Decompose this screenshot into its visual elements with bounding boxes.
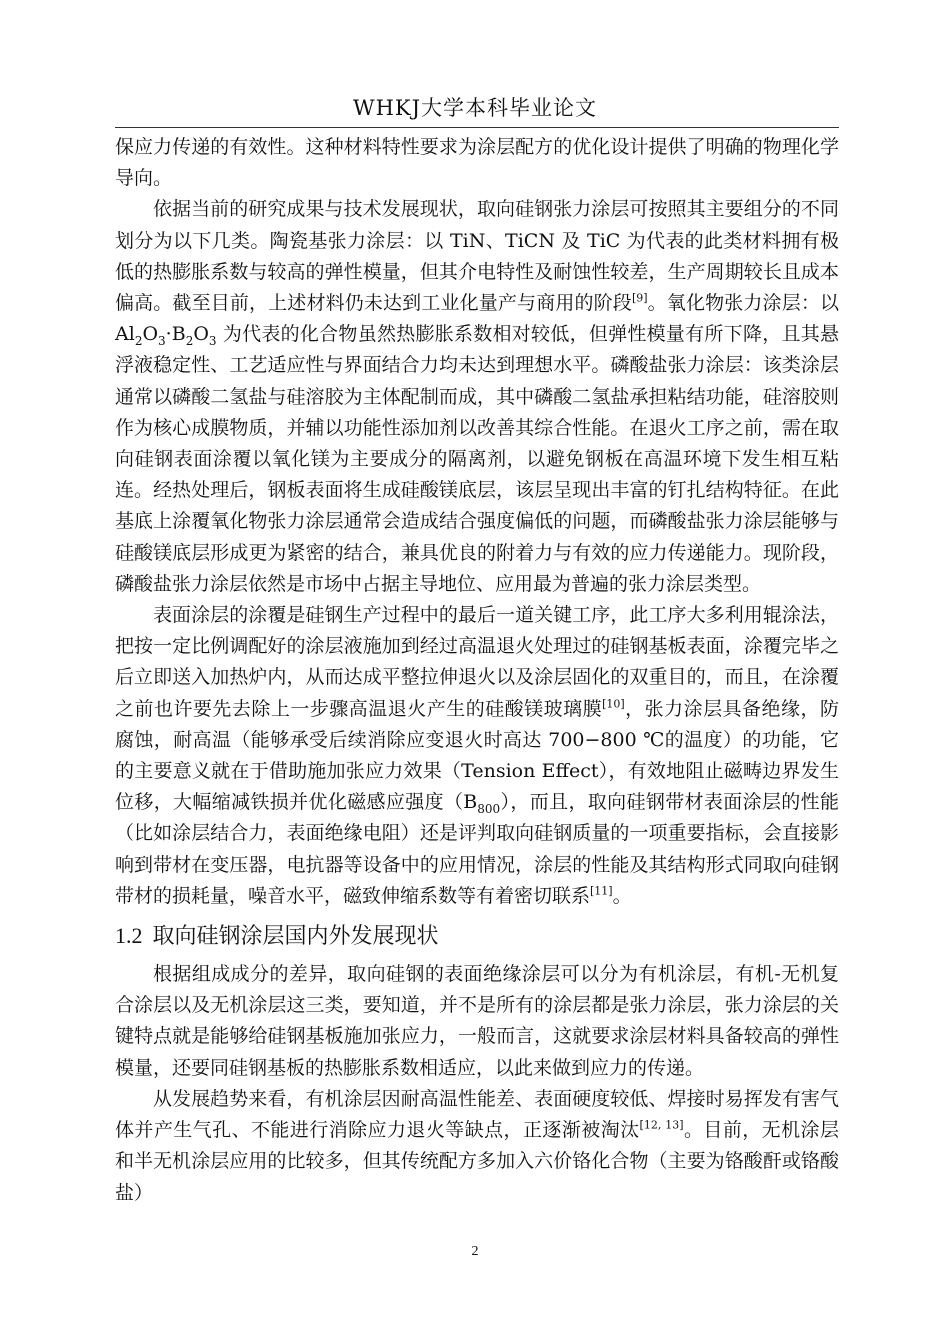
paragraph-text: 。 <box>612 884 632 907</box>
paragraph-text: 从发展趋势来看，有机涂层因耐高温性能差、表面硬度较低、焊接时易挥发有害气体并产生气孔、不能进行消除应力退火等缺点，正逐渐被淘汰 <box>115 1087 839 1142</box>
paragraph-text: ，张力涂层具备绝缘，防腐蚀，耐高温（能够承受后续消除应变退火时高达 700−800 ℃的温度）的功能，它的主要意义就在于借助施加张应力效果（Tension Effect），有效地阻止磁畴边界发生位移，大幅缩减铁损并优化磁感应强度（B <box>115 697 839 814</box>
paragraph-text: O <box>193 323 209 346</box>
paragraph-text: 根据组成成分的差异，取向硅钢的表面绝缘涂层可以分为有机涂层，有机-无机复合涂层以及无机涂层这三类，要知道，并不是所有的涂层都是张力涂层，张力涂层的关键特点就是能够给硅钢基板施加张应力，一般而言，这就要求涂层材料具备较高的弹性模量，还要同硅钢基板的热膨胀系数相适应，以此来做到应力的传递。 <box>115 963 839 1079</box>
paragraph-development-trend <box>115 1084 839 1209</box>
page-number: 2 <box>471 1244 479 1259</box>
header-title: WHKJ大学本科毕业论文 <box>352 96 597 120</box>
citation-ref: [9] <box>631 291 648 305</box>
subscript: 800 <box>477 802 501 817</box>
section-heading <box>115 920 839 953</box>
subscript: 2 <box>185 334 194 349</box>
paragraph-text: 为代表的化合物虽然热膨胀系数相对较低，但弹性模量有所下降，且其悬浮液稳定性、工艺适应性与界面结合力均未达到理想水平。磷酸盐张力涂层：该类涂层通常以磷酸二氢盐与硅溶胶为主体配制而成，其中磷酸二氢盐承担粘结功能，硅溶胶则作为核心成膜物质，并辅以功能性添加剂以改善其综合性能。在退火工序之前，需在取向硅钢表面涂覆以氧化镁为主要成分的隔离剂，以避免钢板在高温环境下发生相互粘连。经热处理后，钢板表面将生成硅酸镁底层，该层呈现出丰富的钉扎结构特征。在此基底上涂覆氧化物张力涂层通常会造成结合强度偏低的问题，而磷酸盐张力涂层能够与硅酸镁底层形成更为紧密的结合，兼具优良的附着力与有效的应力传递能力。现阶段，磷酸盐张力涂层依然是市场中占据主导地位、应用最为普遍的张力涂层类型。 <box>115 323 839 595</box>
paragraph-coating-classification <box>115 959 839 1084</box>
page-body <box>115 132 839 1209</box>
paragraph-text: ），而且，取向硅钢带材表面涂层的性能（比如涂层结合力，表面绝缘电阻）还是评判取向硅钢质量的一项重要指标，会直接影响到带材在变压器，电抗器等设备中的应用情况，涂层的性能及其结构形式同取向硅钢带材的损耗量，噪音水平，磁致伸缩系数等有着密切联系 <box>115 791 839 907</box>
paragraph-text: 依据当前的研究成果与技术发展现状，取向硅钢张力涂层可按照其主要组分的不同划分为以下几类。陶瓷基张力涂层：以 TiN、TiCN 及 TiC 为代表的此类材料拥有极低的热膨胀系数与较高的弹性模量，但其介电特性及耐蚀性较差，生产周期较长且成本偏高。截至目前，上述材料仍未达到工业化量产与商用的阶段 <box>115 198 839 315</box>
running-header <box>0 92 950 122</box>
header-rule <box>115 127 839 128</box>
paragraph-text: O <box>142 323 159 346</box>
paragraph-text: ·B <box>165 323 186 346</box>
paragraph-coating-process <box>115 600 839 912</box>
citation-ref: [11] <box>590 884 613 898</box>
subscript: 2 <box>134 334 143 349</box>
paragraph-text: 表面涂层的涂覆是硅钢生产过程中的最后一道关键工序，此工序大多利用辊涂法，把按一定比例调配好的涂层液施加到经过高温退火处理过的硅钢基板表面，涂覆完毕之后立即送入加热炉内，从而达成平整拉伸退火以及涂层固化的双重目的，而且，在涂覆之前也许要先去除上一步骤高温退火产生的硅酸镁玻璃膜 <box>115 604 839 720</box>
citation-ref: [12, 13] <box>639 1118 684 1132</box>
subscript: 3 <box>208 334 217 349</box>
section-number: 1.2 <box>115 923 143 949</box>
citation-ref: [10] <box>602 697 625 711</box>
paragraph-coating-types <box>115 194 839 600</box>
paragraph-text: 保应力传递的有效性。这种材料特性要求为涂层配方的优化设计提供了明确的物理化学导向。 <box>115 136 839 190</box>
paragraph-text: 。氧化物张力涂层：以 Al <box>115 292 839 346</box>
subscript: 3 <box>158 334 166 349</box>
paragraph-text: 。目前，无机涂层和半无机涂层应用的比较多，但其传统配方多加入六价铬化合物（主要为铬酸酐或铬酸盐） <box>115 1119 839 1204</box>
paragraph-continued <box>115 132 839 194</box>
section-title: 取向硅钢涂层国内外发展现状 <box>152 924 439 950</box>
